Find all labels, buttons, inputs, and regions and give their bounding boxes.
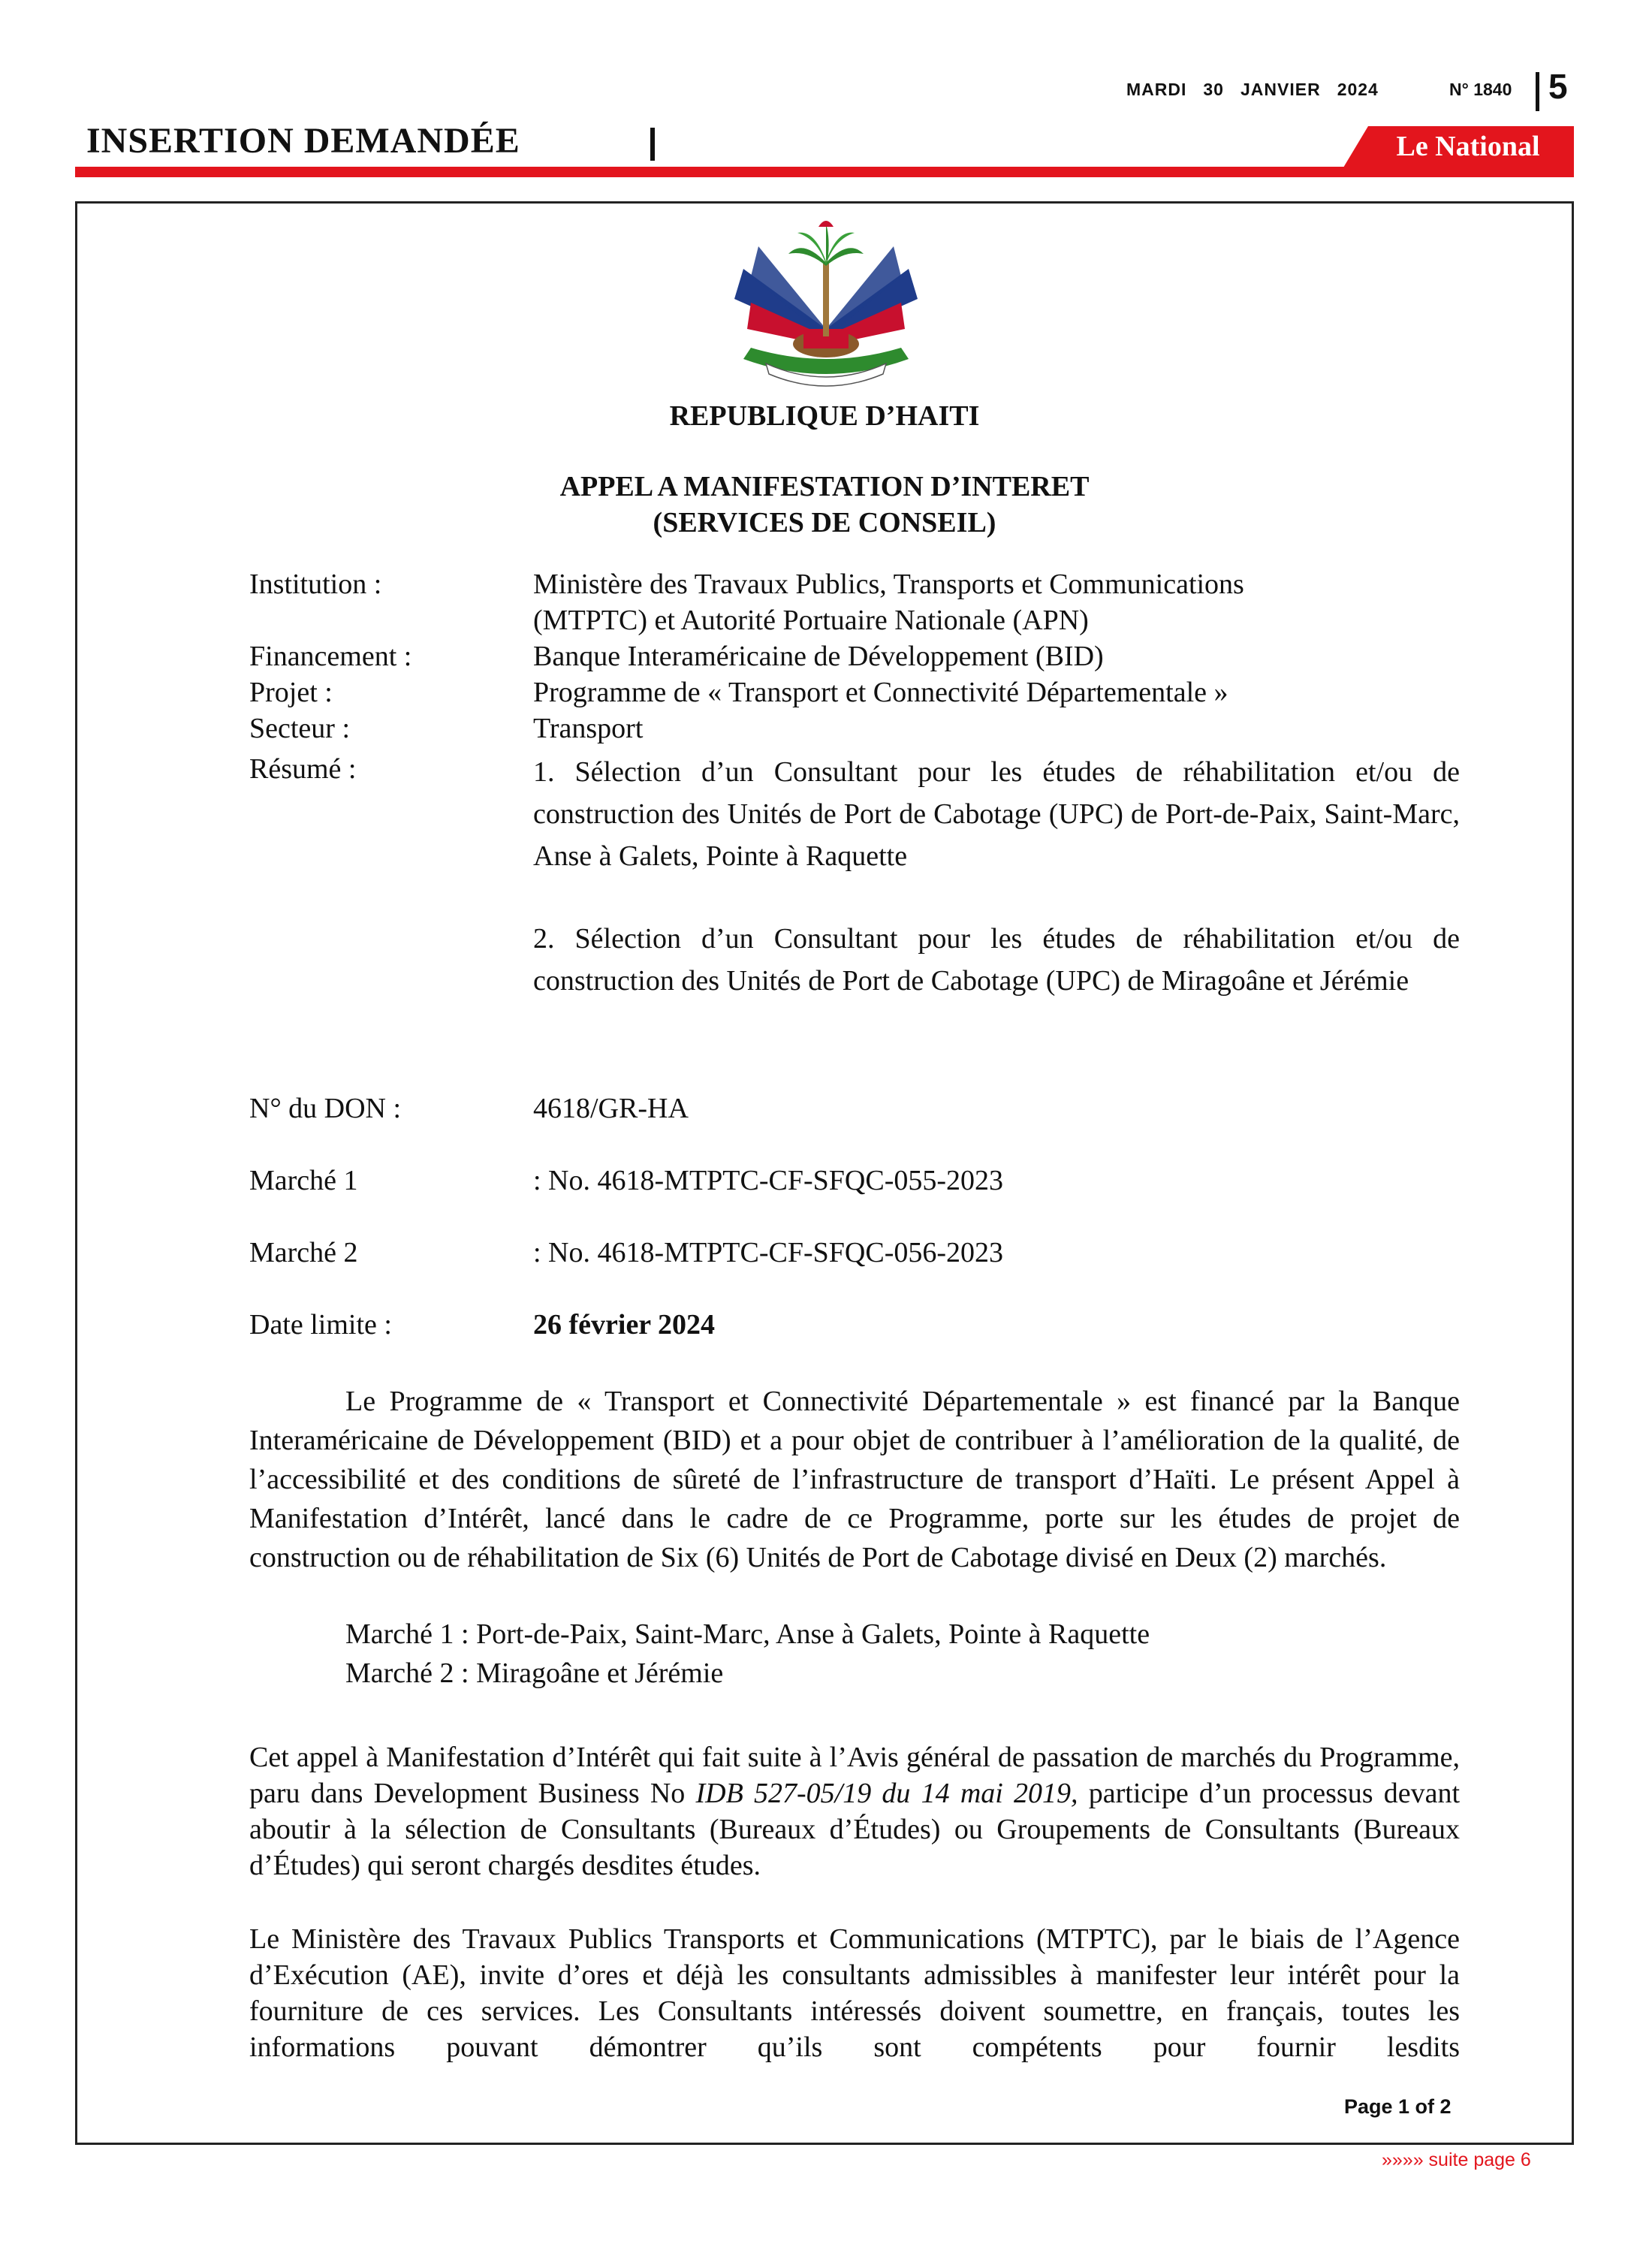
resume-item-1: 1. Sélection d’un Consultant pour les études de réhabilitation et/ou de construction des Unités de Port de Cabotage (UPC) de Port-de-Paix, Saint-Marc, Anse à Galets, Pointe à Raquette — [533, 756, 1460, 872]
paragraph-avis-reference: IDB 527-05/19 du 14 mai 2019, — [695, 1778, 1078, 1809]
date-number: 30 — [1203, 80, 1224, 99]
date-limite-value: 26 février 2024 — [533, 1309, 715, 1341]
secteur-label: Secteur : — [249, 713, 351, 744]
projet-value: Programme de « Transport et Connectivité Départementale » — [533, 677, 1228, 708]
marche2-value: : No. 4618-MTPTC-CF-SFQC-056-2023 — [533, 1237, 1003, 1268]
haiti-coat-of-arms-icon — [713, 216, 939, 389]
date-limite-label: Date limite : — [249, 1309, 392, 1341]
title-divider — [650, 128, 655, 161]
projet-label: Projet : — [249, 677, 333, 708]
marche1-value: : No. 4618-MTPTC-CF-SFQC-055-2023 — [533, 1165, 1003, 1196]
don-label: N° du DON : — [249, 1093, 402, 1124]
issue-number: N° 1840 — [1449, 80, 1512, 99]
page-number: 5 — [1548, 67, 1568, 106]
issue-date — [1126, 80, 1395, 100]
paragraph-marche1-line: Marché 1 : Port-de-Paix, Saint-Marc, Anse à Galets, Pointe à Raquette — [345, 1618, 1150, 1650]
financement-value: Banque Interaméricaine de Développement (BID) — [533, 641, 1104, 672]
brand-name: Le National — [1396, 131, 1540, 162]
institution-label: Institution : — [249, 569, 382, 600]
header-divider — [1536, 72, 1539, 111]
continued-link[interactable]: »»»» suite page 6 — [1382, 2149, 1531, 2170]
paragraph-avis-text-2: participe d’un processus devant aboutir à la sélection de Consultants (Bureaux d’Études) ou Groupements de Consultants (Bureaux d’Études) qui seront chargés desdites études. — [249, 1778, 1461, 1881]
date-day: MARDI — [1126, 80, 1187, 99]
institution-value-line1: Ministère des Travaux Publics, Transports et Communications — [533, 569, 1244, 600]
section-title: INSERTION DEMANDÉE — [86, 121, 520, 161]
date-month: JANVIER — [1240, 80, 1321, 99]
paragraph-avis-general — [249, 1739, 1460, 1884]
financement-label: Financement : — [249, 641, 412, 672]
paragraph-marche2-line: Marché 2 : Miragoâne et Jérémie — [345, 1657, 724, 1689]
country-title: REPUBLIQUE D’HAITI — [669, 400, 980, 432]
marche1-label: Marché 1 — [249, 1165, 358, 1196]
paragraph-avis-text-1: Cet appel à Manifestation d’Intérêt qui fait suite à l’Avis général de passation de marchés du Programme, paru dans Development Business No — [249, 1742, 1460, 1809]
date-year: 2024 — [1337, 80, 1379, 99]
don-value: 4618/GR-HA — [533, 1093, 689, 1124]
secteur-value: Transport — [533, 713, 644, 744]
paragraph-invitation: Le Ministère des Travaux Publics Transports et Communications (MTPTC), par le biais de l’Agence d’Exécution (AE), invite d’ores et déjà les consultants admissibles à manifester leur intérêt pour la fourniture de ces services. Les Consultants intéressés doivent soumettre, en français, toutes les informations pouvant démontrer qu’ils sont compétents pour fournir lesdits — [249, 1923, 1460, 2063]
resume-item-2: 2. Sélection d’un Consultant pour les études de réhabilitation et/ou de construction des Unités de Port de Cabotage (UPC) de Miragoâne et Jérémie — [533, 923, 1460, 997]
paragraph-programme: Le Programme de « Transport et Connectivité Départementale » est financé par la Banque Interaméricaine de Développement (BID) et a pour objet de contribuer à l’amélioration de la qualité, de l’accessibilité et des conditions de sûreté de l’infrastructure de transport d’Haïti. Le présent Appel à Manifestation d’Intérêt, lancé dans le cadre de ce Programme, porte sur les études de projet de construction ou de réhabilitation de Six (6) Unités de Port de Cabotage divisé en Deux (2) marchés. — [249, 1386, 1460, 1573]
resume-label: Résumé : — [249, 753, 357, 785]
marche2-label: Marché 2 — [249, 1237, 358, 1268]
notice-title: APPEL A MANIFESTATION D’INTERET — [559, 471, 1090, 502]
page-of-indicator: Page 1 of 2 — [1344, 2095, 1452, 2118]
notice-subtitle: (SERVICES DE CONSEIL) — [653, 507, 996, 538]
institution-value-line2: (MTPTC) et Autorité Portuaire Nationale (APN) — [533, 605, 1089, 636]
